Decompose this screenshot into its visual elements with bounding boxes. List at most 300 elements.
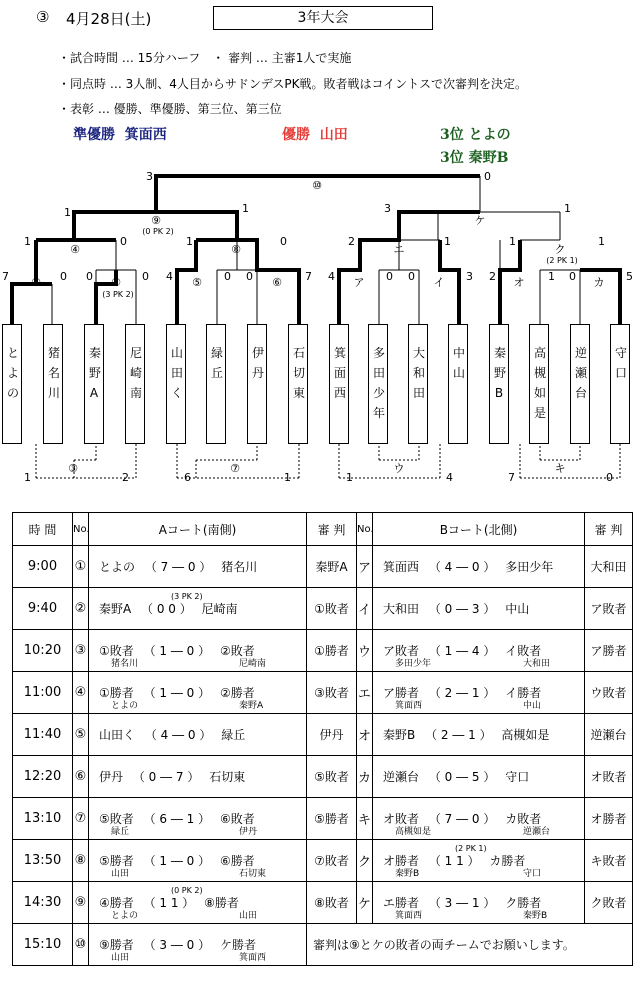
- team-left: ①勝者: [99, 686, 134, 700]
- court-a-match: [89, 840, 307, 882]
- match-cell: [373, 756, 584, 797]
- match-line: [99, 768, 306, 785]
- match-score: （ 4 ― 0 ）: [144, 728, 212, 742]
- score: 1: [598, 235, 605, 248]
- team-right: ク勝者: [505, 896, 542, 910]
- team-box: [288, 324, 308, 444]
- match-u-label: ウ: [393, 462, 405, 475]
- team-right: 猪名川: [221, 560, 258, 574]
- match-no-a: ⑤: [73, 714, 89, 756]
- table-row: [13, 672, 633, 714]
- match-9-label: ⑨: [151, 214, 161, 227]
- match-4-label: ④: [70, 243, 80, 256]
- winner-label: 優勝: [282, 127, 310, 143]
- team-right: 高槻如是: [501, 728, 550, 742]
- court-a-match: [89, 630, 307, 672]
- runner-up-label: 準優勝: [73, 127, 115, 143]
- match-line: [99, 558, 306, 575]
- team-name: 伊丹: [252, 346, 265, 380]
- score: 1: [346, 471, 353, 484]
- team-right: ②敗者: [219, 644, 255, 658]
- score: 1: [564, 202, 571, 215]
- col-no-a: No.: [73, 513, 89, 546]
- match-cell: [89, 756, 306, 797]
- team-left-sub: 山田: [111, 869, 130, 879]
- team-left: オ敗者: [383, 812, 420, 826]
- match-line: [99, 936, 306, 953]
- referee-a: ⑤勝者: [307, 798, 357, 840]
- match-line: [99, 852, 306, 869]
- team-right-sub: 箕面西: [239, 953, 267, 963]
- team-right: 中山: [505, 602, 530, 616]
- team-box: [570, 324, 590, 444]
- team-right: 守口: [505, 770, 530, 784]
- match-score: （ 1 1 ）: [143, 896, 195, 910]
- match-cell: [89, 840, 306, 881]
- score: 0: [569, 270, 576, 283]
- match-cell: [373, 630, 584, 671]
- referee-b: キ敗者: [585, 840, 633, 882]
- court-b-match: [373, 714, 585, 756]
- team-name: 山田く: [171, 346, 184, 400]
- team-right: 尼崎南: [201, 602, 238, 616]
- score: 0: [408, 270, 415, 283]
- team-right: イ敗者: [505, 644, 542, 658]
- team-left: ⑤勝者: [99, 854, 134, 868]
- team-left-sub: 緑丘: [111, 827, 130, 837]
- match-5-label: ⑤: [192, 276, 202, 289]
- rule-time: ・試合時間 … 15分ハーフ ・ 審判 … 主審1人で実施: [58, 51, 352, 65]
- team-left-sub: 高槻如是: [395, 827, 432, 837]
- court-b-match: [373, 756, 585, 798]
- match-score: （ 1 ― 0 ）: [143, 854, 211, 868]
- team-left: 箕面西: [383, 560, 420, 574]
- match-e-label: エ: [393, 243, 405, 256]
- match-3-label: ③: [68, 462, 78, 475]
- table-row: [13, 882, 633, 924]
- court-b-match: [373, 672, 585, 714]
- match-6-label: ⑥: [272, 276, 282, 289]
- col-ref-b: 審 判: [585, 513, 633, 546]
- team-left: ア勝者: [383, 686, 420, 700]
- match-line: [99, 600, 306, 617]
- court-a-match: [89, 588, 307, 630]
- match-score: （ 2 ― 1 ）: [425, 728, 492, 742]
- table-row: [13, 714, 633, 756]
- court-b-match: [373, 840, 585, 882]
- score: 0: [60, 270, 67, 283]
- time-cell: 13:50: [13, 840, 73, 882]
- referee-a: ⑦敗者: [307, 840, 357, 882]
- team-right-sub: 石切東: [239, 869, 267, 879]
- event-title: 3年大会: [213, 6, 433, 30]
- score: 3: [384, 202, 391, 215]
- team-right: イ勝者: [505, 686, 542, 700]
- match-i-label: イ: [433, 276, 445, 289]
- team-right: 緑丘: [221, 728, 246, 742]
- match-line: [99, 810, 306, 827]
- referee-b: ア勝者: [585, 630, 633, 672]
- table-row: [13, 840, 633, 882]
- score: 7: [508, 471, 515, 484]
- col-no-b: No.: [357, 513, 373, 546]
- match-cell: [373, 714, 584, 755]
- final-referee-note: 審判は⑨とケの敗者の両チームでお願いします。: [307, 924, 633, 966]
- team-right: カ勝者: [489, 854, 526, 868]
- team-name: とよの: [7, 346, 20, 400]
- table-header-row: [13, 513, 633, 546]
- team-right: ⑧勝者: [204, 896, 239, 910]
- match-cell: [373, 882, 584, 923]
- match-line: [383, 558, 584, 575]
- match-1-label: ①: [31, 276, 41, 289]
- match-no-a: ⑨: [73, 882, 89, 924]
- col-ref-a: 審 判: [307, 513, 357, 546]
- match-line: [383, 600, 584, 617]
- third-place-1: 3位 とよの: [440, 127, 511, 143]
- col-court-a: Aコート(南側): [89, 513, 307, 546]
- match-cell: [89, 924, 306, 965]
- score: 0: [386, 270, 393, 283]
- referee-a: ①敗者: [307, 588, 357, 630]
- referee-a: ③敗者: [307, 672, 357, 714]
- referee-b: ク敗者: [585, 882, 633, 924]
- referee-b: オ敗者: [585, 756, 633, 798]
- team-right-sub: 中山: [523, 701, 542, 711]
- score: 7: [2, 270, 9, 283]
- team-left: 秦野B: [383, 728, 416, 742]
- col-court-b: Bコート(北側): [373, 513, 585, 546]
- time-cell: 9:00: [13, 546, 73, 588]
- team-box: [84, 324, 104, 444]
- team-box: [610, 324, 630, 444]
- match-cell: [89, 588, 306, 629]
- court-b-match: [373, 588, 585, 630]
- match-line: [383, 726, 584, 743]
- table-row: [13, 546, 633, 588]
- court-b-match: [373, 882, 585, 924]
- team-left-sub: とよの: [111, 701, 139, 711]
- match-score: （ 7 ― 0 ）: [144, 560, 212, 574]
- team-name: 秦野A: [89, 346, 102, 400]
- match-cell: [89, 630, 306, 671]
- table-row: [13, 630, 633, 672]
- team-left: 大和田: [383, 602, 420, 616]
- score: 1: [24, 471, 31, 484]
- court-a-match: [89, 798, 307, 840]
- pk-score: (3 PK 2): [171, 592, 203, 601]
- score: 1: [509, 235, 516, 248]
- match-no-a: ②: [73, 588, 89, 630]
- team-box: [329, 324, 349, 444]
- team-box: [247, 324, 267, 444]
- match-cell: [373, 546, 584, 587]
- pk-score: (2 PK 1): [455, 844, 487, 853]
- court-a-match: [89, 672, 307, 714]
- time-cell: 9:40: [13, 588, 73, 630]
- match-score: （ 6 ― 1 ）: [143, 812, 211, 826]
- score: 0: [246, 270, 253, 283]
- score: 4: [446, 471, 453, 484]
- time-cell: 15:10: [13, 924, 73, 966]
- match-cell: [89, 672, 306, 713]
- team-right: 石切東: [209, 770, 246, 784]
- winner-team: 山田: [319, 127, 348, 143]
- match-10-label: ⑩: [312, 179, 322, 192]
- team-right-sub: 尼崎南: [239, 659, 267, 669]
- time-cell: 12:20: [13, 756, 73, 798]
- score: 1: [548, 270, 555, 283]
- team-right: ⑥勝者: [219, 854, 255, 868]
- runner-up-team: 箕面西: [124, 127, 167, 143]
- team-box: [206, 324, 226, 444]
- match-ke-label: ケ: [474, 214, 486, 227]
- score: 7: [305, 270, 312, 283]
- table-row-final: [13, 924, 633, 966]
- team-box: [408, 324, 428, 444]
- match-ku-label: ク: [554, 243, 566, 256]
- team-name: 高槻如是: [534, 346, 547, 420]
- team-left: 逆瀬台: [383, 770, 420, 784]
- score: 0: [606, 471, 613, 484]
- match-no-b: ウ: [357, 630, 373, 672]
- match-a-label: ア: [353, 276, 365, 289]
- team-left: ④勝者: [99, 896, 134, 910]
- team-right: 多田少年: [505, 560, 554, 574]
- team-left-sub: 箕面西: [395, 911, 423, 921]
- team-right-sub: 山田: [239, 911, 258, 921]
- team-right: ⑥敗者: [219, 812, 255, 826]
- score: 2: [122, 471, 129, 484]
- match-cell: [373, 588, 584, 629]
- match-score: （ 1 ― 0 ）: [143, 644, 211, 658]
- referee-b: 逆瀬台: [585, 714, 633, 756]
- match-7-label: ⑦: [230, 462, 240, 475]
- match-score: （ 0 ― 5 ）: [428, 770, 496, 784]
- match-cell: [89, 714, 306, 755]
- score: 1: [24, 235, 31, 248]
- match-2-pk: (3 PK 2): [102, 290, 134, 299]
- team-name: 秦野B: [494, 346, 507, 400]
- referee-b: ア敗者: [585, 588, 633, 630]
- team-right: ケ勝者: [219, 938, 256, 952]
- match-no-final: ⑩: [73, 924, 89, 966]
- team-left-sub: 山田: [111, 953, 130, 963]
- match-cell: [89, 882, 306, 923]
- referee-b: ウ敗者: [585, 672, 633, 714]
- court-b-match: [373, 630, 585, 672]
- team-right-sub: 秦野B: [523, 911, 548, 921]
- pk-score: (0 PK 2): [171, 886, 203, 895]
- team-left: ⑨勝者: [99, 938, 134, 952]
- team-name: 逆瀬台: [575, 346, 588, 400]
- time-cell: 13:10: [13, 798, 73, 840]
- team-name: 緑丘: [211, 346, 224, 380]
- score: 0: [142, 270, 149, 283]
- match-no-b: ア: [357, 546, 373, 588]
- team-name: 守口: [615, 346, 628, 380]
- team-right-sub: 秦野A: [239, 701, 264, 711]
- match-no-b: ケ: [357, 882, 373, 924]
- third-place-2: 3位 秦野B: [440, 150, 509, 166]
- team-name: 中山: [453, 346, 466, 380]
- match-9-pk: (0 PK 2): [142, 227, 174, 236]
- team-right-sub: 守口: [523, 869, 542, 879]
- team-left-sub: 秦野B: [395, 869, 420, 879]
- match-cell: [89, 546, 306, 587]
- match-score: （ 3 ― 0 ）: [143, 938, 211, 952]
- team-box: [125, 324, 145, 444]
- final-match: [89, 924, 307, 966]
- team-left: 伊丹: [99, 770, 124, 784]
- match-ku-pk: (2 PK 1): [546, 256, 578, 265]
- score: 0: [484, 170, 491, 183]
- score: 0: [86, 270, 93, 283]
- match-score: （ 1 ― 0 ）: [143, 686, 211, 700]
- match-score: （ 0 ― 7 ）: [132, 770, 200, 784]
- team-left: ア敗者: [383, 644, 420, 658]
- referee-b: オ勝者: [585, 798, 633, 840]
- schedule-table: [12, 512, 633, 966]
- court-b-match: [373, 546, 585, 588]
- match-no-a: ①: [73, 546, 89, 588]
- referee-a: ⑧敗者: [307, 882, 357, 924]
- team-right: カ敗者: [505, 812, 542, 826]
- team-name: 大和田: [413, 346, 426, 400]
- score: 4: [328, 270, 335, 283]
- score: 0: [224, 270, 231, 283]
- team-box: [489, 324, 509, 444]
- team-right: ②勝者: [219, 686, 255, 700]
- match-score: （ 1 1 ）: [428, 854, 480, 868]
- match-ka-label: カ: [593, 276, 605, 289]
- table-row: [13, 588, 633, 630]
- team-right-sub: 逆瀬台: [523, 827, 551, 837]
- col-time: 時 間: [13, 513, 73, 546]
- match-no-a: ⑥: [73, 756, 89, 798]
- team-name: 猪名川: [48, 346, 61, 400]
- match-score: （ 3 ― 1 ）: [428, 896, 496, 910]
- score: 6: [184, 471, 191, 484]
- match-no-a: ⑧: [73, 840, 89, 882]
- team-left-sub: 箕面西: [395, 701, 423, 711]
- match-line: [383, 768, 584, 785]
- team-box: [166, 324, 186, 444]
- score: 0: [120, 235, 127, 248]
- match-no-b: ク: [357, 840, 373, 882]
- event-date: 4月28日(土): [66, 10, 152, 28]
- team-left: 秦野A: [99, 602, 132, 616]
- match-no-a: ④: [73, 672, 89, 714]
- match-no-b: カ: [357, 756, 373, 798]
- referee-a: 秦野A: [307, 546, 357, 588]
- match-no-b: エ: [357, 672, 373, 714]
- score: 2: [348, 235, 355, 248]
- team-name: 多田少年: [373, 346, 386, 420]
- rule-awards: ・表彰 … 優勝、準優勝、第三位、第三位: [58, 102, 282, 116]
- team-name: 石切東: [293, 346, 306, 400]
- score: 0: [280, 235, 287, 248]
- match-line: [99, 726, 306, 743]
- match-no-a: ⑦: [73, 798, 89, 840]
- team-left: とよの: [99, 560, 136, 574]
- score: 1: [186, 235, 193, 248]
- team-left: ⑤敗者: [99, 812, 134, 826]
- match-cell: [373, 798, 584, 839]
- team-box: [368, 324, 388, 444]
- referee-a: ①勝者: [307, 630, 357, 672]
- match-score: （ 4 ― 0 ）: [428, 560, 496, 574]
- score: 5: [626, 270, 633, 283]
- score: 1: [242, 202, 249, 215]
- court-a-match: [89, 756, 307, 798]
- time-cell: 10:20: [13, 630, 73, 672]
- match-o-label: オ: [513, 276, 525, 289]
- court-a-match: [89, 546, 307, 588]
- match-no-a: ③: [73, 630, 89, 672]
- team-name: 尼崎南: [130, 346, 143, 400]
- referee-a: ⑤敗者: [307, 756, 357, 798]
- score: 1: [284, 471, 291, 484]
- time-cell: 11:00: [13, 672, 73, 714]
- time-cell: 11:40: [13, 714, 73, 756]
- score: 3: [466, 270, 473, 283]
- court-a-match: [89, 882, 307, 924]
- team-left-sub: 多田少年: [395, 659, 432, 669]
- team-box: [448, 324, 468, 444]
- match-no-b: キ: [357, 798, 373, 840]
- match-no-b: オ: [357, 714, 373, 756]
- match-cell: [89, 798, 306, 839]
- team-left: ①敗者: [99, 644, 134, 658]
- court-b-match: [373, 798, 585, 840]
- team-left: オ勝者: [383, 854, 420, 868]
- team-box: [529, 324, 549, 444]
- team-right-sub: 大和田: [523, 659, 551, 669]
- referee-b: 大和田: [585, 546, 633, 588]
- section-number: ③: [36, 8, 50, 26]
- score: 2: [489, 270, 496, 283]
- team-left: エ勝者: [383, 896, 420, 910]
- team-left-sub: 猪名川: [111, 659, 139, 669]
- table-row: [13, 798, 633, 840]
- score: 3: [146, 170, 153, 183]
- score: 1: [444, 235, 451, 248]
- rule-tie: ・同点時 … 3人制、4人目からサドンデスPK戦。敗者戦はコイントスで次審判を決定。: [58, 77, 528, 91]
- match-2-label: ②: [111, 276, 121, 289]
- team-right-sub: 伊丹: [239, 827, 258, 837]
- match-cell: [373, 672, 584, 713]
- match-score: （ 2 ― 1 ）: [428, 686, 496, 700]
- match-ki-label: キ: [554, 462, 566, 475]
- time-cell: 14:30: [13, 882, 73, 924]
- referee-a: 伊丹: [307, 714, 357, 756]
- team-box: [2, 324, 22, 444]
- score: 4: [166, 270, 173, 283]
- team-left: 山田く: [99, 728, 136, 742]
- team-left-sub: とよの: [111, 911, 139, 921]
- match-cell: [373, 840, 584, 881]
- match-no-b: イ: [357, 588, 373, 630]
- team-name: 箕面西: [334, 346, 347, 400]
- match-score: （ 0 ― 3 ）: [428, 602, 496, 616]
- match-8-label: ⑧: [231, 243, 241, 256]
- table-row: [13, 756, 633, 798]
- match-score: （ 7 ― 0 ）: [428, 812, 496, 826]
- match-score: （ 1 ― 4 ）: [428, 644, 496, 658]
- court-a-match: [89, 714, 307, 756]
- match-score: （ 0 0 ）: [141, 602, 192, 616]
